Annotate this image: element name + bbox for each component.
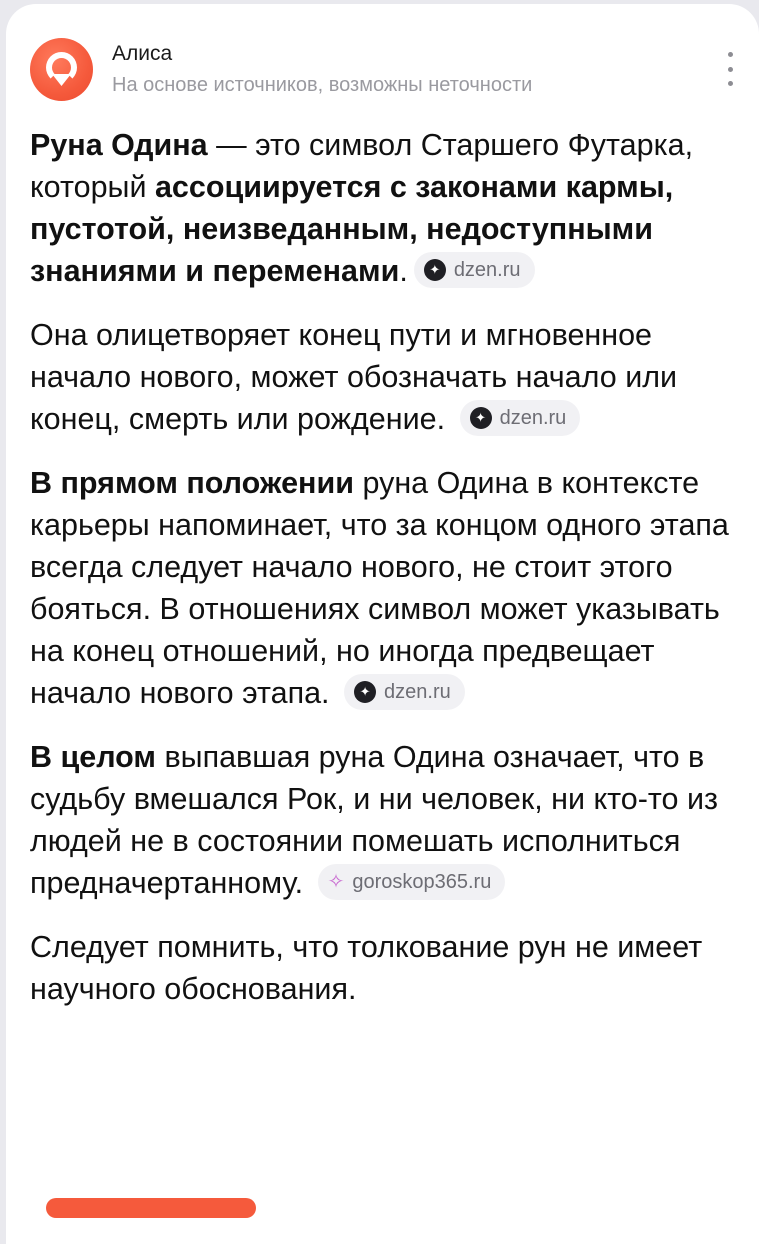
paragraph-5 [30,926,730,1010]
dzen-logo-icon: ✦ [470,407,492,429]
source-chip[interactable] [414,252,535,288]
paragraph-1-text-1: — это символ Старшего Футарка, который [30,128,694,204]
source-chip[interactable] [318,864,506,900]
assistant-disclaimer: На основе источников, возможны неточности [112,74,533,96]
dzen-logo-icon: ✦ [354,681,376,703]
paragraph-4 [30,736,730,904]
source-chip-label: goroskop365.ru [352,870,492,893]
source-chip-label: dzen.ru [384,680,451,703]
paragraph-3 [30,462,730,714]
source-chip-label: dzen.ru [453,258,521,281]
paragraph-1 [30,124,730,292]
paragraph-1-text-2: . [399,254,408,288]
more-vertical-icon[interactable] [720,52,740,86]
answer-card [6,4,759,1244]
paragraph-3-bold: В прямом положении [30,466,354,500]
source-chip[interactable] [460,400,581,436]
paragraph-1-bold-1: Руна Одина [30,128,208,162]
dzen-logo-icon: ✦ [424,259,446,281]
paragraph-1-bold-2: ассоциируется с законами кармы, пустотой, неизведанным, недоступными знаниями и переменами [30,170,674,288]
alice-logo-icon [30,38,93,101]
paragraph-4-text: выпавшая руна Одина означает, что в судьбу вмешался Рок, и ни человек, ни кто-то из людей не в состоянии помешать исполниться предначертанному. [30,740,719,900]
paragraph-2-text: Она олицетворяет конец пути и мгновенное начало нового, может обозначать начало или конец, смерть или рождение. [30,318,678,436]
paragraph-3-text: руна Одина в контексте карьеры напоминает, что за концом одного этапа всегда следует начало нового, не стоит этого бояться. В отношениях символ может указывать на конец отношений, но иногда предвещает начало нового этапа. [30,466,729,710]
paragraph-2 [30,314,730,440]
action-button-edge[interactable] [46,1198,256,1218]
source-chip[interactable] [344,674,465,710]
source-chip-label: dzen.ru [499,406,567,429]
assistant-name: Алиса [112,42,173,65]
answer-text [30,124,730,1032]
paragraph-5-text: Следует помнить, что толкование рун не имеет научного обоснования. [30,930,703,1006]
answer-header [30,30,740,110]
paragraph-4-bold: В целом [30,740,156,774]
star-sparkle-icon: ✧ [327,870,345,893]
